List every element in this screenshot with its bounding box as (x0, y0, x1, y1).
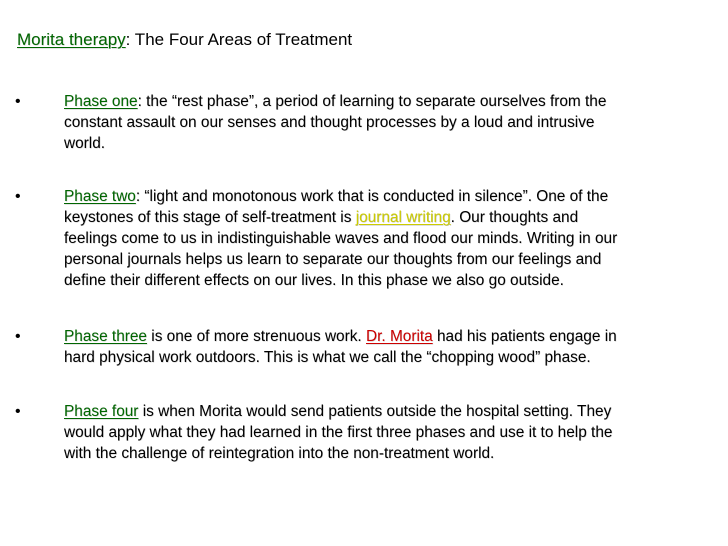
phase-two-heading: Phase two (64, 188, 136, 205)
phase-four-line-1: Phase four is when Morita would send patients outside the hospital setting. They (64, 403, 612, 420)
phase-one-line-1: Phase one: the “rest phase”, a period of learning to separate ourselves from the (64, 93, 607, 110)
phase-two-item (64, 186, 719, 291)
journal-writing-highlight: journal writing (355, 209, 451, 226)
slide-title (17, 29, 352, 51)
bullet-icon: • (15, 403, 21, 420)
bullet-icon: • (15, 188, 21, 205)
phase-two-line-4: personal journals helps us learn to separate our thoughts from our feelings and (64, 251, 602, 268)
bullet-icon: • (15, 93, 21, 110)
phase-three-line-2: hard physical work outdoors. This is what we call the “chopping wood” phase. (64, 349, 591, 366)
phase-four-line-2: would apply what they had learned in the first three phases and use it to help the (64, 424, 613, 441)
phase-four-item (64, 401, 719, 464)
dr-morita-highlight: Dr. Morita (366, 328, 433, 345)
title-rest: : The Four Areas of Treatment (125, 30, 353, 49)
phase-four-line-3: with the challenge of reintegration into the non-treatment world. (64, 445, 495, 462)
phase-two-line-2: keystones of this stage of self-treatment is journal writing. Our thoughts and (64, 209, 579, 226)
phase-one-line-3: world. (64, 135, 106, 152)
phase-three-line-1: Phase three is one of more strenuous work. Dr. Morita had his patients engage in (64, 328, 617, 345)
phase-three-heading: Phase three (64, 328, 147, 345)
phase-two-line-1: Phase two: “light and monotonous work that is conducted in silence”. One of the (64, 188, 609, 205)
phase-two-line-5: define their different effects on our lives. In this phase we also go outside. (64, 272, 564, 289)
phase-three-item (64, 326, 719, 368)
title-term: Morita therapy (17, 30, 126, 49)
phase-one-line-2: constant assault on our senses and thought processes by a loud and intrusive (64, 114, 595, 131)
phase-one-heading: Phase one (64, 93, 138, 110)
bullet-icon: • (15, 328, 21, 345)
phase-two-line-3: feelings come to us in indistinguishable waves and flood our minds. Writing in our (64, 230, 618, 247)
phase-four-heading: Phase four (64, 403, 139, 420)
phase-one-item (64, 91, 719, 154)
